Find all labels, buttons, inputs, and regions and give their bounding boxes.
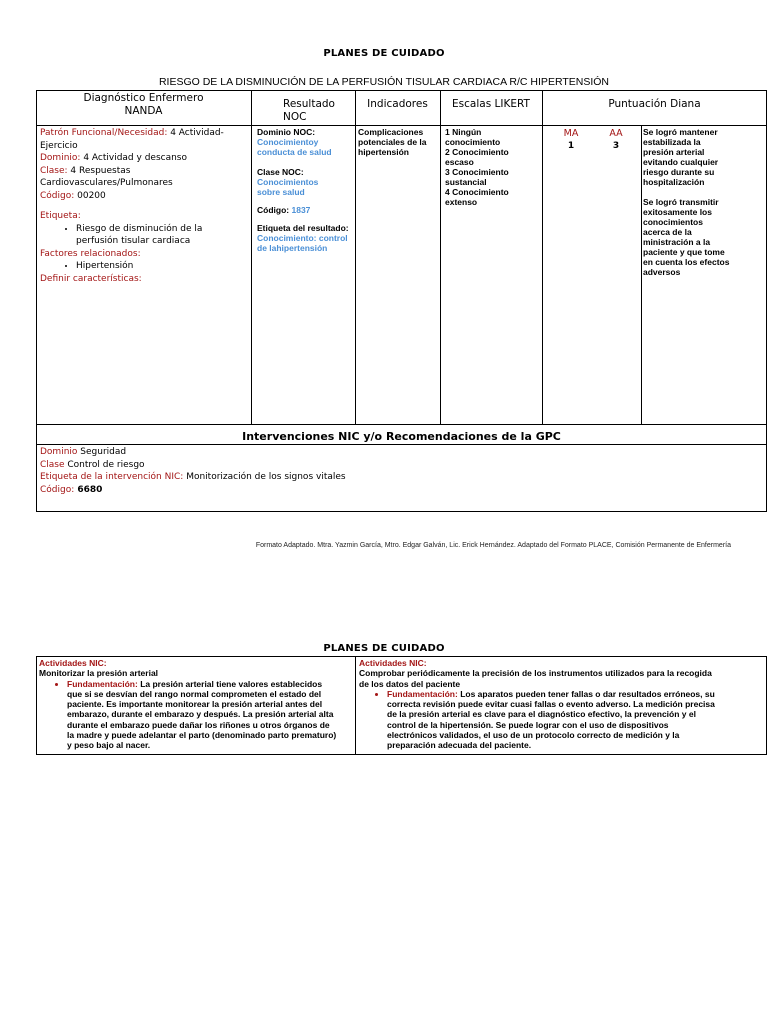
interventions-header: Intervenciones NIC y/o Recomendaciones de la GPC	[242, 430, 561, 443]
noc-etiqueta-value: Conocimiento: control	[257, 233, 348, 243]
indicador-line: hipertensión	[358, 147, 410, 157]
definir-label: Definir características:	[40, 273, 142, 284]
factores-list	[40, 260, 250, 273]
observation-line: presión arterial	[643, 147, 705, 157]
noc-etiqueta-label: Etiqueta del resultado:	[257, 223, 349, 233]
int-etiqueta-value: Monitorización de los signos vitales	[183, 472, 346, 482]
right-activity-text: Comprobar periódicamente la precisión de los instrumentos utilizados para la recogida de los datos del paciente	[359, 668, 712, 689]
dominio-label: Dominio:	[40, 153, 81, 163]
int-codigo-label: Código:	[40, 484, 75, 495]
noc-clase-value-cont: sobre salud	[257, 187, 305, 197]
indicador-line: potenciales de la	[358, 137, 427, 147]
diana-observations	[643, 127, 765, 277]
right-fundamentacion-list	[359, 689, 765, 751]
noc-column	[257, 127, 355, 253]
observation-line: acerca de la	[643, 227, 692, 237]
observation-line: Se logró transmitir	[643, 197, 719, 207]
left-fundamentacion-list	[39, 679, 352, 751]
header-indicadores: Indicadores	[367, 98, 428, 110]
footer-credit: Formato Adaptado. Mtra. Yazmin García, Mtro. Edgar Galván, Lic. Erick Hernández. Adaptado del Formato PLACE, Comisión Permanente de Enfermería	[255, 542, 731, 549]
clase-label: Clase:	[40, 165, 68, 176]
observation-line: exitosamente los	[643, 207, 712, 217]
etiqueta-list	[40, 223, 250, 248]
likert-item: escaso	[445, 157, 474, 167]
list-item: • Riesgo de disminución de la perfusión tisular cardiaca	[76, 223, 250, 248]
noc-dominio-label: Dominio NOC:	[257, 127, 316, 137]
header-puntuacion: Puntuación Diana	[608, 98, 701, 110]
clase-value: 4 Respuestas	[67, 165, 131, 176]
page2-title: PLANES DE CUIDADO	[323, 643, 445, 654]
observation-line: riesgo durante su	[643, 167, 715, 177]
int-codigo-value: 6680	[74, 484, 103, 495]
noc-codigo-label: Código:	[257, 205, 290, 215]
left-activities-label: Actividades NIC:	[39, 658, 107, 668]
observation-line: Se logró mantener	[643, 127, 718, 137]
likert-item: 3 Conocimiento	[445, 167, 509, 177]
noc-dominio-value-cont: conducta de salud	[257, 147, 332, 157]
patron-value-cont: Ejercicio	[40, 140, 78, 151]
left-activity-text: Monitorizar la presión arterial	[39, 668, 159, 679]
observation-line: en cuenta los efectos	[643, 257, 730, 267]
list-item: • Fundamentación: La presión arterial tiene valores establecidos que si se desvían del rango normal comprometen el estado del paciente. Es importante monitorear la presión arterial antes del embarazo, durante el embarazo y después. La presión arterial alta durante el embarazo puede dañar los riñones u otros órganos de la madre y puede adelantar el parto (denominado parto prematuro) y peso bajo al nacer.	[67, 679, 352, 751]
etiqueta-label: Etiqueta:	[40, 211, 81, 221]
list-item: • Hipertensión	[76, 260, 250, 273]
int-dominio-label: Dominio	[40, 447, 78, 457]
list-item: • Fundamentación: Los aparatos pueden tener fallas o dar resultados erróneos, su correcta revisión puede evitar cuasi fallas o evento adverso. La medición precisa de la presión arterial es clave para el diagnóstico efectivo, la prevención y el control de la hipertensión. Se puede lograr con el uso de dispositivos electrónicos validados, el uso de un protocolo correcto de medición y la preparación adecuada del paciente.	[387, 689, 765, 751]
header-escalas: Escalas LIKERT	[452, 98, 530, 110]
activities-left	[39, 658, 352, 751]
likert-column	[445, 127, 541, 207]
interventions-section	[40, 446, 760, 496]
observation-line: evitando cualquier	[643, 157, 719, 167]
observation-line: estabilizada la	[643, 137, 701, 147]
activities-right	[359, 658, 765, 751]
observation-line: ministración a la	[643, 237, 711, 247]
observation-line: conocimientos	[643, 217, 703, 227]
page-title: PLANES DE CUIDADO	[323, 48, 445, 59]
likert-item: 2 Conocimiento	[445, 147, 509, 157]
noc-dominio-value: Conocimientoy	[257, 137, 319, 147]
int-etiqueta-label: Etiqueta de la intervención NIC:	[40, 472, 184, 482]
int-dominio-value: Seguridad	[77, 447, 127, 457]
ma-label: MA	[563, 128, 579, 139]
care-plan-subtitle: RIESGO DE LA DISMINUCIÓN DE LA PERFUSIÓN TISULAR CARDIACA R/C HIPERTENSIÓN	[158, 76, 610, 88]
observation-line: adversos	[643, 267, 681, 277]
aa-label: AA	[609, 128, 623, 139]
likert-item: conocimiento	[445, 137, 501, 147]
indicadores-column	[358, 127, 440, 157]
header-resultado: Resultado NOC	[283, 98, 335, 123]
int-clase-value: Control de riesgo	[64, 459, 145, 470]
factores-label: Factores relacionados:	[40, 248, 141, 259]
clase-value-cont: Cardiovasculares/Pulmonares	[40, 178, 173, 188]
observation-line: paciente y que tome	[643, 247, 725, 257]
noc-clase-label: Clase NOC:	[257, 167, 304, 177]
right-activities-label: Actividades NIC:	[359, 658, 427, 668]
likert-item: 1 Ningún	[445, 127, 482, 137]
observation-line: hospitalización	[643, 177, 705, 187]
patron-value: 4 Actividad-	[167, 128, 224, 138]
aa-value: 3	[612, 141, 620, 151]
header-diagnostico: Diagnóstico Enfermero NANDA	[83, 92, 204, 117]
codigo-label: Código:	[40, 190, 75, 201]
noc-codigo-value: 1837	[291, 205, 311, 215]
patron-label: Patrón Funcional/Necesidad:	[40, 128, 168, 138]
nanda-column	[40, 127, 250, 285]
noc-etiqueta-value-cont: de lahipertensión	[257, 243, 328, 253]
likert-item: extenso	[445, 197, 478, 207]
dominio-value: 4 Actividad y descanso	[80, 153, 187, 163]
noc-clase-value: Conocimientos	[257, 177, 319, 187]
likert-item: sustancial	[445, 177, 487, 187]
int-clase-label: Clase	[40, 459, 65, 470]
likert-item: 4 Conocimiento	[445, 187, 509, 197]
indicador-line: Complicaciones	[358, 127, 424, 137]
ma-value: 1	[567, 141, 575, 151]
codigo-value: 00200	[74, 190, 106, 201]
